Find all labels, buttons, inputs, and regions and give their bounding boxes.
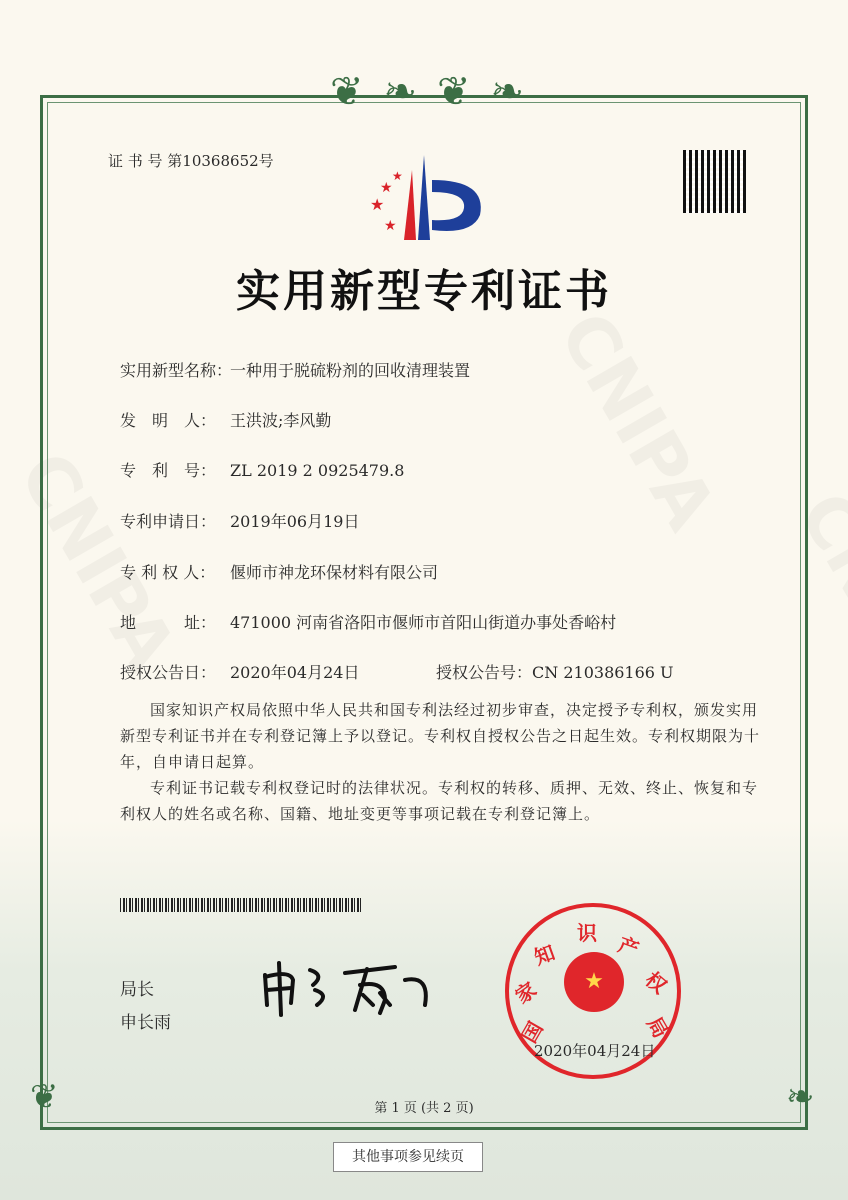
field-grant-date: 授权公告日： 2020年04月24日	[120, 663, 360, 682]
seal-date: 2020年04月24日	[534, 1042, 656, 1060]
svg-text:★: ★	[370, 195, 385, 214]
signature	[255, 955, 440, 1020]
field-name: 实用新型名称：一种用于脱硫粉剂的回收清理装置	[120, 361, 471, 380]
qr-code	[683, 150, 746, 213]
field-grant-number: 授权公告号：CN 210386166 U	[436, 663, 674, 682]
ornament-top: ❦❧❦❧	[330, 69, 545, 115]
signatory-name: 申长雨	[120, 1013, 171, 1033]
page-title: 实用新型专利证书	[236, 266, 612, 317]
cnipa-logo	[362, 150, 492, 245]
svg-text:★: ★	[384, 218, 397, 234]
field-patent-number: 专 利 号： ZL 2019 2 0925479.8	[120, 461, 405, 480]
page-indicator: 第 1 页 (共 2 页)	[374, 1101, 474, 1116]
field-patentee: 专 利 权 人： 偃师市神龙环保材料有限公司	[120, 563, 439, 582]
official-seal: 国 家 知 识 产 权 局 ★	[505, 903, 681, 1079]
barcode	[120, 898, 362, 912]
paragraph-grant: 国家知识产权局依照中华人民共和国专利法经过初步审查，决定授予专利权，颁发实用新型专利证书并在专利登记簿上予以登记。专利权自授权公告之日起生效。专利权期限为十年，自申请日起算。	[120, 701, 761, 771]
footer-note: 其他事项参见续页	[333, 1142, 483, 1172]
ornament-bottom-left: ❦	[30, 1077, 59, 1117]
paragraph-legal-status: 专利证书记载专利权登记时的法律状况。专利权的转移、质押、无效、终止、恢复和专利权人的姓名或名称、国籍、地址变更等事项记载在专利登记簿上。	[120, 779, 759, 823]
field-address: 地 址： 471000 河南省洛阳市偃师市首阳山街道办事处香峪村	[120, 613, 617, 632]
svg-text:★: ★	[392, 169, 403, 183]
ornament-bottom-right: ❧	[786, 1077, 815, 1117]
national-emblem-icon: ★	[564, 952, 624, 1012]
signatory-title: 局长	[120, 980, 154, 1000]
field-inventor: 发 明 人： 王洪波;李风勤	[120, 411, 332, 430]
svg-text:★: ★	[380, 180, 393, 196]
field-application-date: 专利申请日： 2019年06月19日	[120, 512, 360, 531]
certificate-number: 证 书 号 第10368652号	[108, 152, 274, 170]
